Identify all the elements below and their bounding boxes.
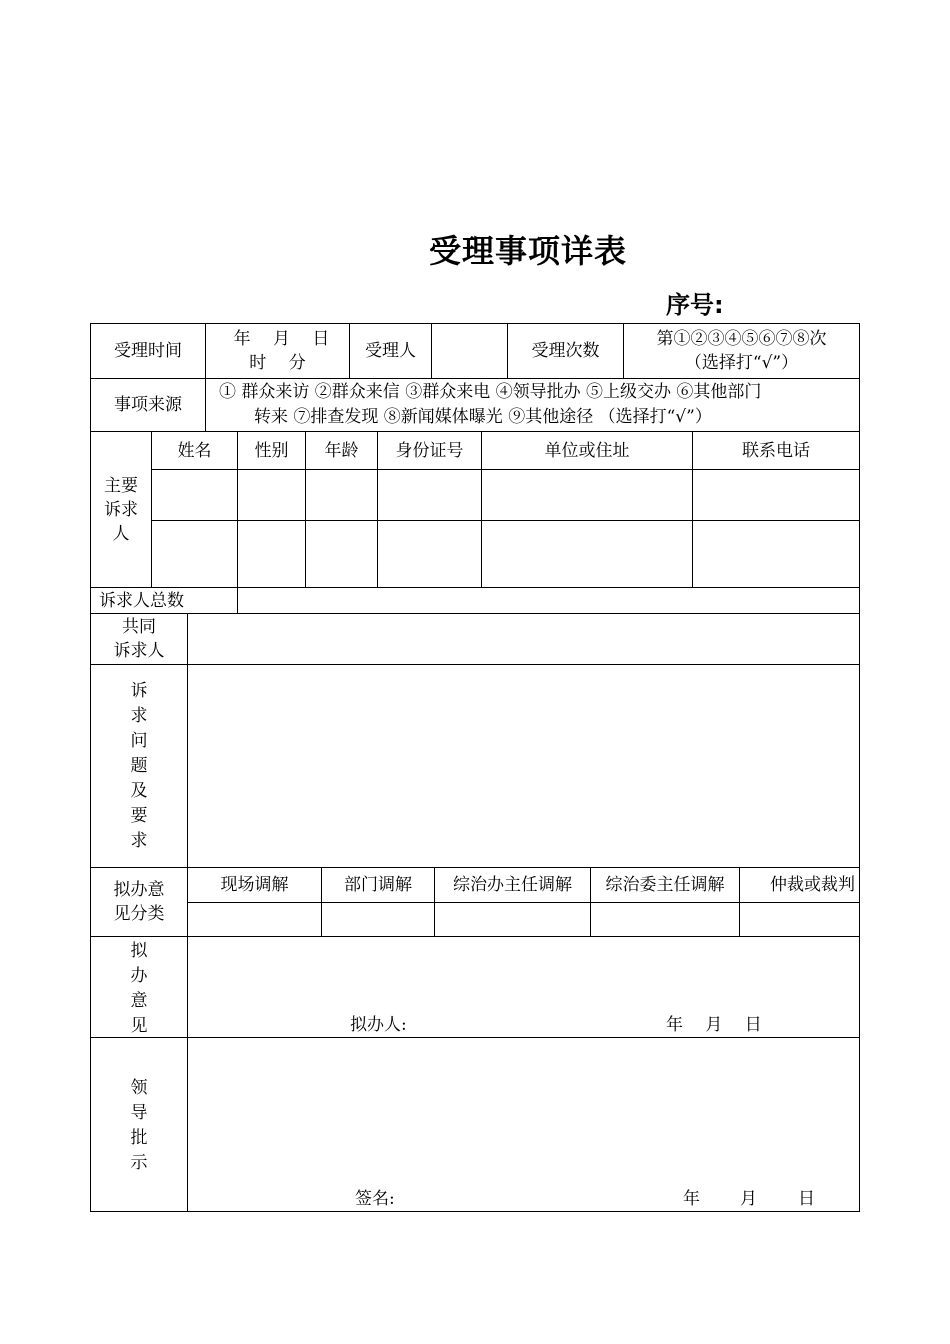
header-id-number: 身份证号 (395, 440, 464, 461)
accept-time-value[interactable] (206, 324, 349, 378)
issue-label-char: 求 (130, 706, 148, 726)
leader-label-char: 批 (130, 1128, 148, 1148)
option-onsite-mediation: 现场调解 (220, 875, 289, 895)
leader-date-year: 年 (683, 1189, 700, 1209)
proposal-label-char: 意 (130, 991, 148, 1011)
accept-count-options[interactable] (624, 324, 859, 378)
issue-label-char: 问 (130, 731, 148, 751)
receiver-field[interactable] (432, 324, 507, 378)
accept-date-line: 年 月 日 (233, 329, 330, 349)
proposal-label-char: 办 (130, 966, 148, 986)
header-gender: 性别 (254, 440, 289, 461)
header-age: 年龄 (324, 440, 359, 461)
leader-instruction-field[interactable] (188, 1038, 859, 1186)
proposal-handler-label: 拟办人: (350, 1015, 407, 1035)
source-options-line1[interactable]: ① 群众来访 ②群众来信 ③群众来电 ④领导批办 ⑤上级交办 ⑥其他部门 (219, 382, 762, 402)
serial-number-label: 序号: (666, 291, 724, 319)
accept-count-hint: （选择打“√”） (684, 353, 799, 373)
accept-time-label: 受理时间 (114, 341, 182, 361)
leader-date-month: 月 (740, 1189, 757, 1209)
classification-label-line2: 见分类 (113, 904, 165, 924)
leader-label-char: 导 (130, 1103, 148, 1123)
table-border (205, 378, 206, 431)
petitioner-label-line: 主要 (104, 475, 138, 496)
issue-label-char: 题 (130, 756, 148, 776)
joint-label-line2: 诉求人 (113, 641, 165, 661)
petitioner-label (91, 432, 151, 587)
proposal-label-char: 见 (130, 1016, 148, 1036)
form-title: 受理事项详表 (428, 232, 627, 270)
total-petitioners-label: 诉求人总数 (99, 590, 184, 611)
petitioner-row-2[interactable] (152, 521, 859, 587)
option-arbitration: 仲裁或裁判 (770, 875, 855, 895)
petitioner-row-1[interactable] (152, 470, 859, 520)
table-border (859, 323, 860, 1212)
petitioner-label-line: 人 (112, 523, 130, 544)
issue-label-char: 要 (130, 806, 148, 826)
leader-sign-label: 签名: (355, 1189, 395, 1209)
joint-petitioners-field[interactable] (188, 614, 859, 664)
receiver-label: 受理人 (365, 341, 416, 361)
proposal-date: 年 月 日 (666, 1015, 762, 1035)
check-committee-director-mediation[interactable] (591, 903, 739, 936)
joint-label-line1: 共同 (122, 617, 156, 637)
leader-label (127, 1076, 151, 1176)
issue-label-char: 及 (130, 781, 148, 801)
issue-label-char: 诉 (130, 681, 148, 701)
check-onsite-mediation[interactable] (188, 903, 321, 936)
proposal-field[interactable] (188, 937, 859, 1012)
option-department-mediation: 部门调解 (344, 875, 412, 895)
classification-label (91, 868, 187, 936)
leader-date-day: 日 (798, 1189, 815, 1209)
classification-label-line1: 拟办意 (113, 880, 165, 900)
header-name: 姓名 (177, 440, 212, 461)
issue-label-char: 求 (130, 831, 148, 851)
issue-label (127, 679, 151, 854)
leader-label-char: 示 (130, 1153, 148, 1173)
proposal-label-char: 拟 (130, 941, 148, 961)
check-arbitration[interactable] (740, 903, 859, 936)
accept-time-line: 时 分 (249, 353, 306, 373)
accept-count-label: 受理次数 (531, 341, 600, 361)
issue-field[interactable] (188, 665, 859, 867)
check-department-mediation[interactable] (322, 903, 434, 936)
leader-label-char: 领 (130, 1078, 148, 1098)
total-petitioners-field[interactable] (238, 588, 859, 613)
petitioner-label-line: 诉求 (104, 499, 138, 520)
source-options-line2[interactable]: 转来 ⑦排查发现 ⑧新闻媒体曝光 ⑨其他途径 （选择打“√”） (254, 407, 712, 427)
proposal-label (127, 939, 151, 1039)
option-office-director-mediation: 综治办主任调解 (453, 875, 572, 895)
header-address: 单位或住址 (544, 440, 630, 461)
joint-petitioners-label (91, 614, 187, 664)
source-label: 事项来源 (114, 395, 182, 415)
header-phone: 联系电话 (742, 440, 810, 461)
accept-count-circles: 第①②③④⑤⑥⑦⑧次 (656, 329, 827, 349)
option-committee-director-mediation: 综治委主任调解 (605, 875, 725, 895)
check-office-director-mediation[interactable] (435, 903, 590, 936)
